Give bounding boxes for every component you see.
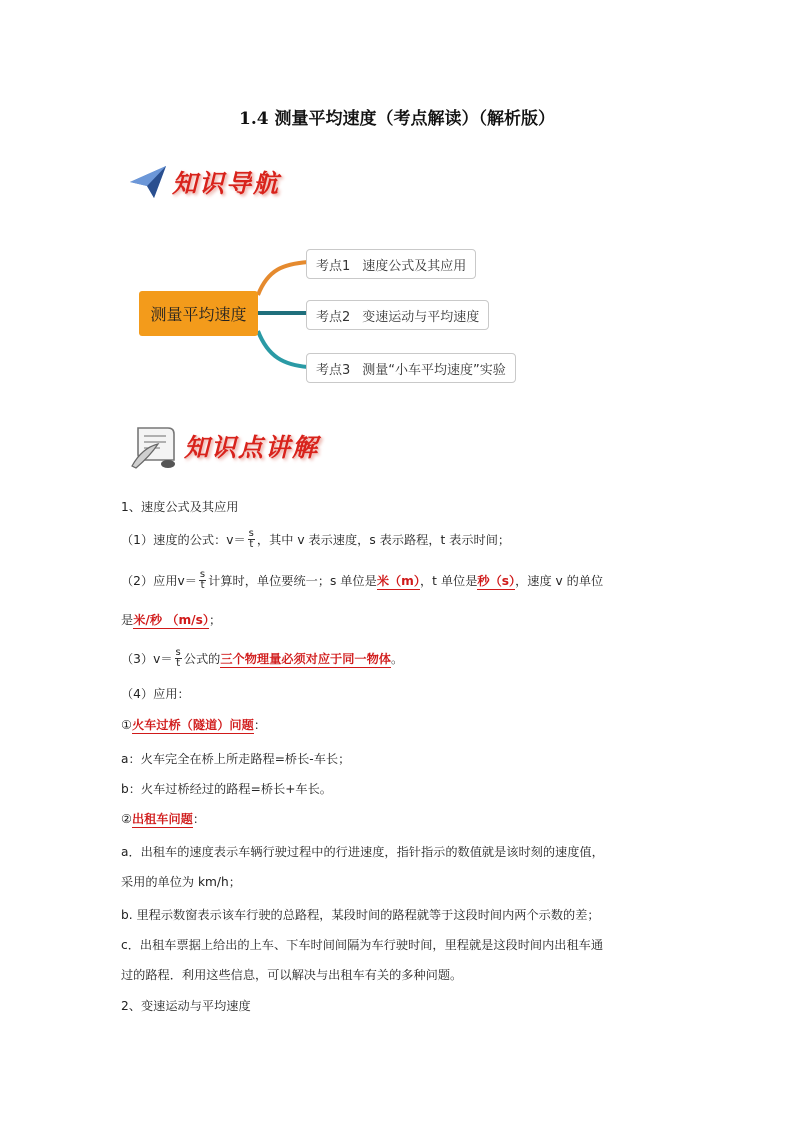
para-3 [121,649,403,670]
highlight-second: 秒（s） [477,574,516,588]
para-2 [121,571,603,592]
formula-v: v＝ [177,574,197,588]
mindmap-node-2 [306,300,489,330]
fraction-numerator: s [199,569,206,580]
train-bridge-b: b：火车过桥经过的路程=桥长+车长。 [121,782,332,796]
fraction-numerator: s [248,528,254,539]
train-bridge-a: a：火车完全在桥上所走路程=桥长-车长； [121,752,351,766]
para-4: （4）应用： [121,687,190,701]
mindmap-root: 测量平均速度 [139,291,258,336]
mindmap-node-label: 测量“小车平均速度”实验 [362,362,506,378]
taxi-heading [121,810,205,828]
knowledge-nav-banner [128,160,280,204]
text: 是 [121,613,134,627]
text: ： [253,718,266,732]
taxi-a: a．出租车的速度表示车辆行驶过程中的行进速度，指针指示的数值就是该时刻的速度值， [121,845,604,859]
taxi-c-cont: 过的路程．利用这些信息，可以解决与出租车有关的多种问题。 [121,968,463,982]
text: 计算时，单位要统一；s 单位是 [208,574,377,588]
text: （2）应用 [121,574,178,588]
paper-plane-icon [128,164,168,200]
page-title: 1.4 测量平均速度（考点解读）（解析版） [239,109,555,129]
text: （3） [121,652,154,666]
text: 。 [390,652,404,666]
text: ； [208,613,222,627]
train-bridge-heading [121,716,266,734]
text: 公式的 [183,652,221,666]
text: ，t 单位是 [419,574,478,588]
fraction-numerator: s [175,647,181,658]
highlight-mps: 米/秒 （m/s） [133,613,209,627]
mindmap-node-key: 考点1 [316,258,351,274]
formula-v: v＝ [153,652,173,666]
highlight-meter: 米（m） [376,574,420,588]
formula-v: v＝ [226,533,246,547]
text: ，其中 v 表示速度，s 表示路程，t 表示时间； [256,533,511,547]
highlight-train-bridge: 火车过桥（隧道）问题 [131,718,254,732]
highlight-taxi: 出租车问题 [131,812,193,826]
taxi-b: b. 里程示数窗表示该车行驶的总路程，某段时间的路程就等于这段时间内两个示数的差； [121,908,600,922]
formula-fraction [199,570,206,591]
scroll-quill-icon [128,422,180,470]
fraction-denominator: t [200,580,205,591]
para-1 [121,530,510,551]
text: ② [121,812,132,826]
text: ： [192,812,206,826]
mindmap-node-label: 变速运动与平均速度 [362,309,480,325]
section-1-heading: 1、速度公式及其应用 [121,500,239,514]
knowledge-nav-title: 知识导航 [172,169,281,198]
text: ① [121,718,132,732]
formula-fraction [248,529,255,550]
fraction-denominator: t [176,658,181,669]
mindmap-node-key: 考点2 [316,309,351,325]
mindmap-node-key: 考点3 [316,362,351,378]
knowledge-explain-title: 知识点讲解 [184,433,320,462]
section-2-heading: 2、变速运动与平均速度 [121,999,251,1013]
para-2-cont [121,611,221,629]
mindmap-node-1 [306,249,476,279]
text: （1）速度的公式： [121,533,227,547]
taxi-a-cont: 采用的单位为 km/h； [121,875,241,889]
fraction-denominator: t [249,539,254,550]
highlight-same-object: 三个物理量必须对应于同一物体 [220,652,391,666]
mindmap-node-3 [306,353,516,383]
text: ，速度 v 的单位 [515,574,604,588]
formula-fraction [175,648,182,669]
taxi-c: c．出租车票据上给出的上车、下车时间间隔为车行驶时间，里程就是这段时间内出租车通 [121,938,604,952]
mindmap-node-label: 速度公式及其应用 [362,258,467,274]
knowledge-explain-banner [128,424,319,468]
